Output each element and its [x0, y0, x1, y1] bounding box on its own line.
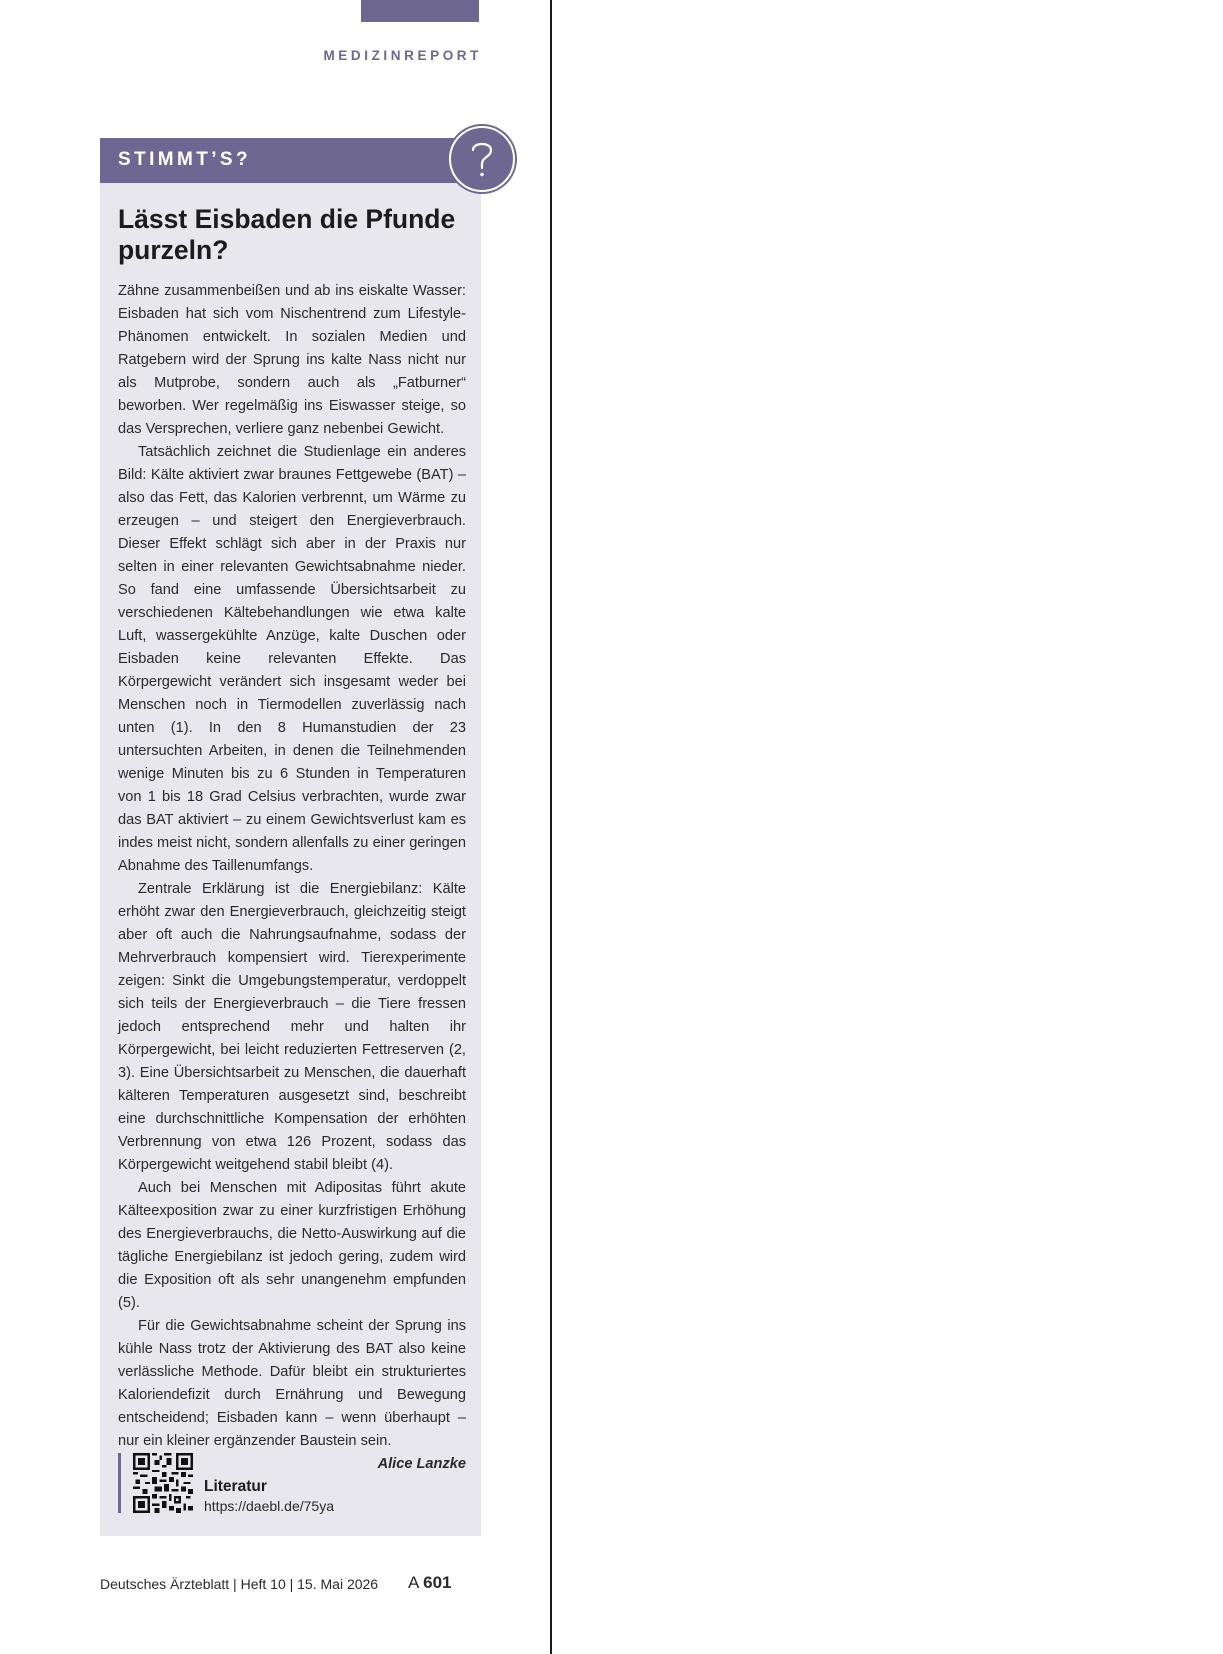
page-number [408, 1573, 452, 1593]
paragraph-text: Für die Gewichtsabnahme scheint der Sprung ins kühle Nass trotz der Aktivierung des BAT also keine verlässliche Methode. Dafür bleibt ein strukturiertes Kaloriendefizit durch Ernährung und Bewegung entscheidend; Eisbaden kann – wenn überhaupt – nur ein kleiner ergänzender Baustein sein. [118, 1318, 466, 1449]
paragraph: Zentrale Erklärung ist die Energiebilanz: Kälte erhöht zwar den Energieverbrauch, gleichzeitig steigt aber oft auch die Nahrungsaufnahme, sodass der Mehrverbrauch kompensiert wird. Tierexperimente zeigen: Sinkt die Umgebungstemperatur, verdoppelt sich teils der Energieverbrauch – die Tiere fressen jedoch entsprechend mehr und halten ihr Körpergewicht, bei leicht reduzierten Fettreserven (2, 3). Eine Übersichtsarbeit zu Menschen, die dauerhaft kälteren Temperaturen ausgesetzt sind, beschreibt eine durchschnittliche Kompensation der erhöhten Verbrennung von etwa 126 Prozent, sodass das Körpergewicht weitgehend stabil bleibt (4). [118, 881, 466, 1173]
info-box-header [100, 138, 481, 183]
paragraph-final [118, 1315, 466, 1472]
footer-citation: Deutsches Ärzteblatt | Heft 10 | 15. Mai 2026 [100, 1576, 379, 1592]
paragraph: Auch bei Menschen mit Adipositas führt akute Kälteexposition zwar zu einer kurzfristigen Erhöhung des Energieverbrauchs, die Netto-Auswirkung auf die tägliche Energiebilanz ist jedoch gering, zudem wird die Exposition oft als sehr unangenehm empfunden (5). [118, 1180, 466, 1311]
page-prefix: A [408, 1573, 419, 1592]
top-accent-bar [361, 0, 479, 22]
page-divider [550, 0, 552, 1654]
qr-code[interactable] [133, 1453, 193, 1513]
paragraph: Tatsächlich zeichnet die Studienlage ein anderes Bild: Kälte aktiviert zwar braunes Fettgewebe (BAT) – also das Fett, das Kalorien verbrennt, um Wärme zu erzeugen – und steigert den Energieverbrauch. Dieser Effekt schlägt sich aber in der Praxis nur selten in einer relevanten Gewichtsabnahme nieder. So fand eine umfassende Übersichtsarbeit zu verschiedenen Kältebehandlungen wie etwa kalte Luft, wassergekühlte Anzüge, kalte Duschen oder Eisbaden keine relevanten Effekte. Das Körpergewicht verändert sich insgesamt weder bei Menschen noch in Tiermodellen zuverlässig nach unten (1). In den 8 Humanstudien der 23 untersuchten Arbeiten, in denen die Teilnehmenden wenige Minuten bis zu 6 Stunden in Temperaturen von 1 bis 18 Grad Celsius verbrachten, wurde zwar das BAT aktiviert – zu einem Gewichtsverlust kam es indes meist nicht, sondern allenfalls zu einer geringen Abnahme des Taillenumfangs. [118, 444, 466, 874]
article-headline: Lässt Eisbaden die Pfunde purzeln? [118, 204, 456, 265]
section-label: MEDIZINREPORT [323, 48, 482, 63]
reference-accent-bar [118, 1453, 121, 1513]
reference-title: Literatur [204, 1478, 267, 1495]
info-box-header-label: STIMMT’S? [118, 149, 251, 170]
reference-link[interactable]: https://daebl.de/75ya [204, 1498, 334, 1514]
author-name: Alice Lanzke [377, 1456, 466, 1472]
question-mark-icon [449, 126, 515, 192]
article-body [118, 280, 466, 1476]
paragraph: Zähne zusammenbeißen und ab ins eiskalte Wasser: Eisbaden hat sich vom Nischentrend zum Lifestyle-Phänomen entwickelt. In sozialen Medien und Ratgebern wird der Sprung ins kalte Nass nicht nur als Mutprobe, sondern auch als „Fatburner“ beworben. Wer regelmäßig ins Eiswasser steige, so das Versprechen, verliere ganz nebenbei Gewicht. [118, 283, 466, 437]
page-number-value: 601 [423, 1573, 452, 1592]
